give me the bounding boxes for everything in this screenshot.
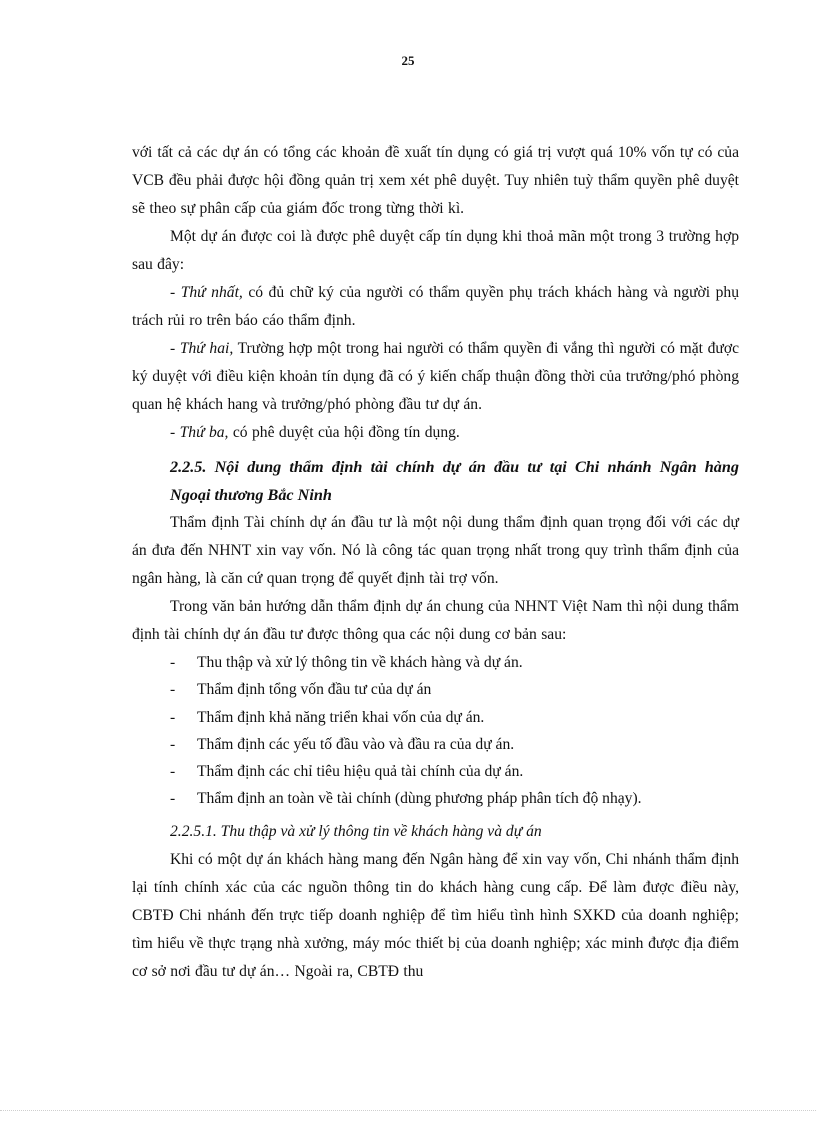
paragraph-financial-appraisal: Thẩm định Tài chính dự án đầu tư là một nội dung thẩm định quan trọng đối với các dự án đưa đến NHNT xin vay vốn. Nó là công tác quan trọng nhất trong quy trình thẩm định của ngân hàng, là căn cứ quan trọng để quyết định tài trợ vốn. xyxy=(132,514,739,587)
list-item-text: Thẩm định các chỉ tiêu hiệu quả tài chính của dự án. xyxy=(197,763,524,781)
list-item-text: Thẩm định tổng vốn đầu tư của dự án xyxy=(197,681,432,699)
list-item xyxy=(132,758,739,785)
list-item-text: Thẩm định khả năng triển khai vốn của dự án. xyxy=(197,708,485,726)
list-item-text: Thu thập và xử lý thông tin về khách hàng và dự án. xyxy=(197,654,523,671)
list-dash: - xyxy=(170,654,176,671)
list-item xyxy=(132,731,739,758)
paragraph-guidance: Trong văn bản hướng dẫn thẩm định dự án chung của NHNT Việt Nam thì nội dung thẩm định tài chính dự án đầu tư được thông qua các nội dung cơ bản sau: xyxy=(132,598,739,643)
document-body xyxy=(132,139,739,986)
case-second-label: Thứ hai, xyxy=(179,340,234,357)
paragraph-case-second xyxy=(132,335,739,419)
case-third-text: có phê duyệt của hội đồng tín dụng. xyxy=(228,424,460,441)
paragraph-information-collection: Khi có một dự án khách hàng mang đến Ngân hàng để xin vay vốn, Chi nhánh thẩm định lại tính chính xác của các nguồn thông tin do khách hàng cung cấp. Để làm được điều này, CBTĐ Chi nhánh đến trực tiếp doanh nghiệp để tìm hiểu tình hình SXKD của doanh nghiệp; tìm hiểu về thực trạng nhà xưởng, máy móc thiết bị của doanh nghiệp; xác minh được địa điểm cơ sở nơi đầu tư dự án… Ngoài ra, CBTĐ thu xyxy=(132,850,739,980)
list-dash: - xyxy=(170,681,176,699)
list-item xyxy=(132,785,739,812)
list-item xyxy=(132,676,739,703)
section-heading-line1: 2.2.5. Nội dung thẩm định tài chính dự án đầu tư tại Chi nhánh Ngân hàng xyxy=(170,458,739,476)
case-first-text: có đủ chữ ký của người có thẩm quyền phụ trách khách hàng và người phụ trách rủi ro trên báo cáo thẩm định. xyxy=(132,284,740,329)
case-third-prefix: - xyxy=(170,424,180,441)
list-item-text: Thẩm định an toàn về tài chính (dùng phương pháp phân tích độ nhạy). xyxy=(197,790,642,808)
case-second-prefix: - xyxy=(170,340,180,357)
section-heading-line2: Ngoại thương Bắc Ninh xyxy=(170,486,332,504)
list-item xyxy=(132,704,739,731)
list-dash: - xyxy=(170,790,176,808)
case-third-label: Thứ ba, xyxy=(179,424,229,441)
page-bottom-divider xyxy=(0,1110,816,1111)
list-dash: - xyxy=(170,708,176,726)
list-dash: - xyxy=(170,763,176,781)
case-first-prefix: - xyxy=(170,284,181,301)
paragraph-case-first xyxy=(132,279,739,335)
paragraph-approval-conditions: Một dự án được coi là được phê duyệt cấp tín dụng khi thoả mãn một trong 3 trường hợp sau đây: xyxy=(132,228,739,273)
paragraph-approval-threshold: với tất cả các dự án có tổng các khoản đề xuất tín dụng có giá trị vượt quá 10% vốn tự có của VCB đều phải được hội đồng quản trị xem xét phê duyệt. Tuy nhiên tuỳ thẩm quyền phê duyệt sẽ theo sự phân cấp của giám đốc trong từng thời kì. xyxy=(132,144,739,217)
list-item-text: Thẩm định các yếu tố đầu vào và đầu ra của dự án. xyxy=(197,735,515,753)
list-dash: - xyxy=(170,735,176,753)
case-first-label: Thứ nhất, xyxy=(180,284,243,301)
subsection-heading: 2.2.5.1. Thu thập và xử lý thông tin về khách hàng và dự án xyxy=(170,822,542,840)
paragraph-case-third xyxy=(132,419,739,447)
page-number: 25 xyxy=(401,53,415,68)
case-second-text: Trường hợp một trong hai người có thẩm quyền đi vắng thì người có mặt được ký duyệt với điều kiện khoản tín dụng đã có ý kiến chấp thuận đồng thời của trưởng/phó phòng quan hệ khách hang và trưởng/phó phòng đầu tư dự án. xyxy=(132,340,740,413)
appraisal-content-list xyxy=(132,649,739,813)
list-item xyxy=(132,649,739,676)
